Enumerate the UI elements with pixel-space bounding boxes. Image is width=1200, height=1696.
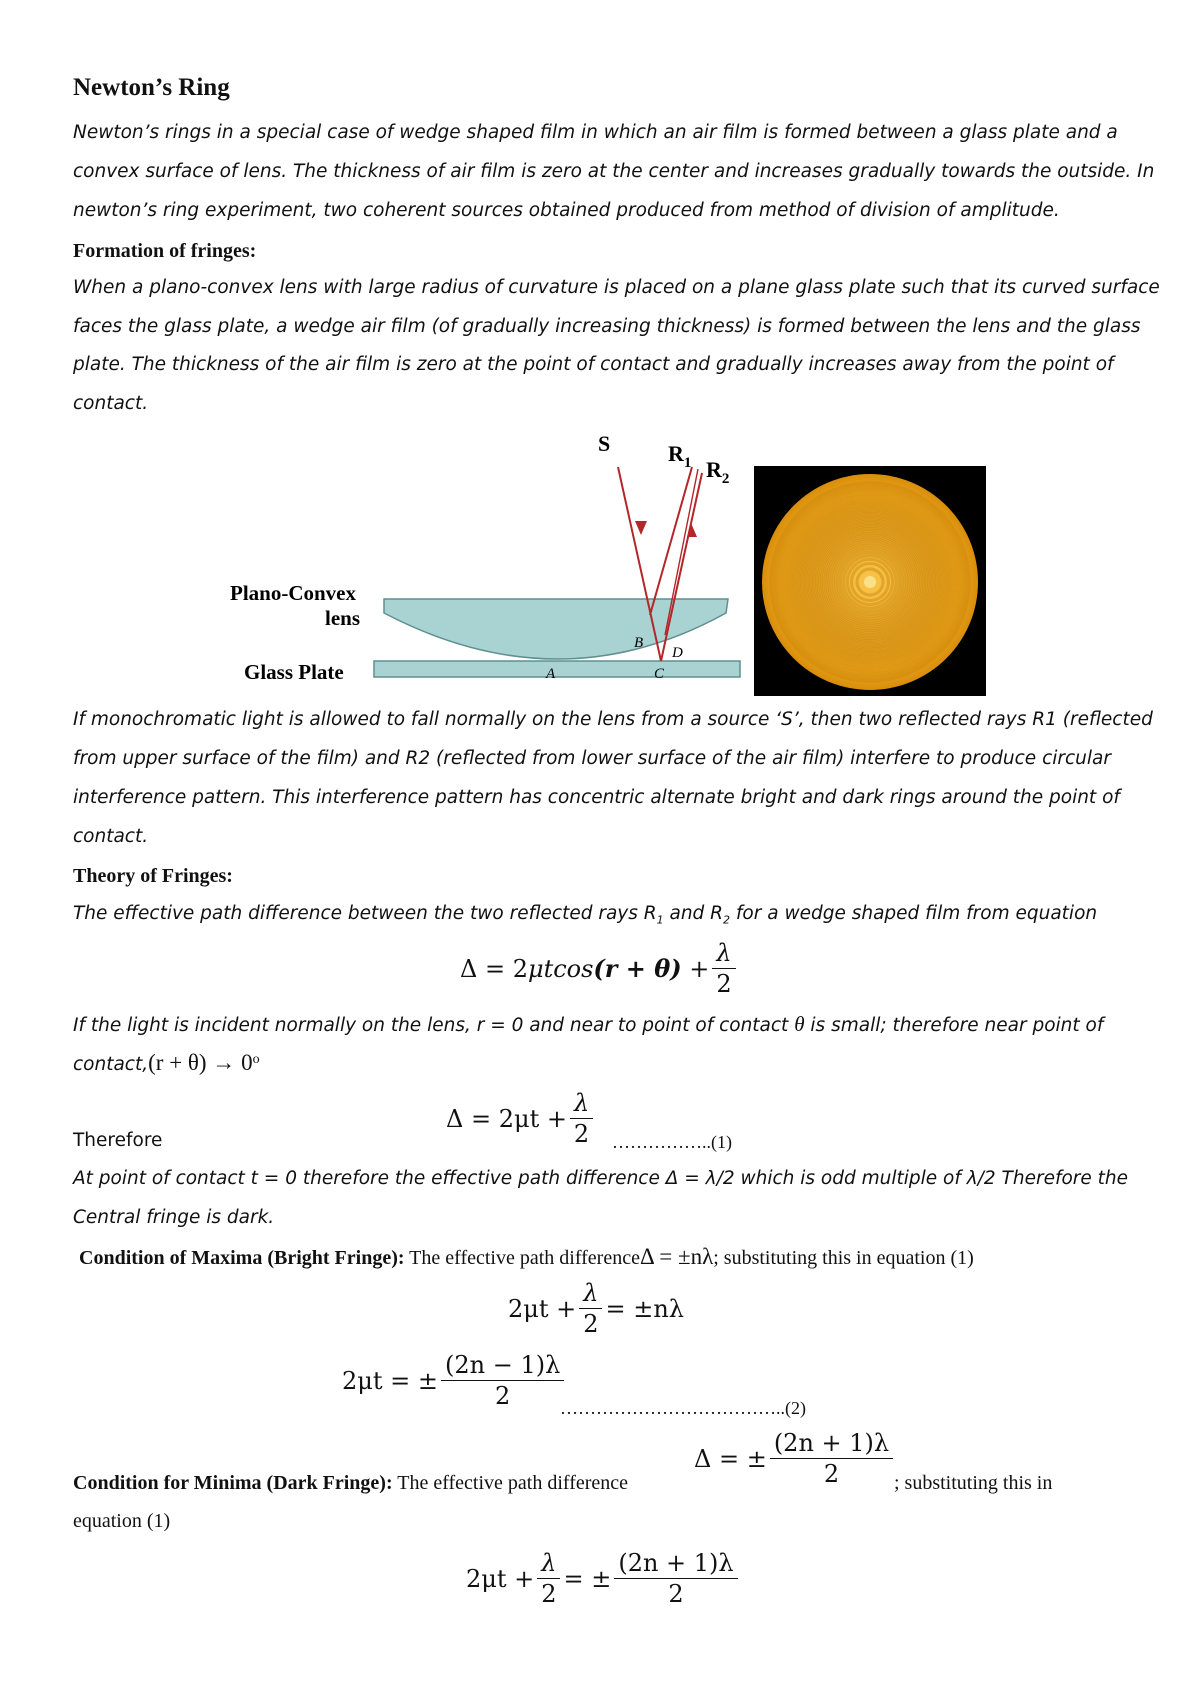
glass-plate (374, 661, 740, 677)
equation-1: Δ = 2μt + $\frac{\lambda}{2}$ (446, 1090, 596, 1148)
minima-line-tail: ; substituting this in (894, 1472, 1053, 1494)
page-title: Newton’s Ring (73, 74, 230, 101)
central-fringe-line-1: At point of contact t = 0 therefore the effective path difference Δ = λ/2 which is odd multiple of λ/2 Therefore the (73, 1168, 1129, 1189)
equation-path-difference: Δ = 2 μtcos (r + θ) + $\frac{\lambda}{2}$ (460, 940, 739, 998)
pattern-line-1: If monochromatic light is allowed to fall normally on the lens from a source ‘S’, then two reflected rays R1 (reflected (73, 709, 1153, 730)
minima-line-2: equation (1) (73, 1510, 171, 1532)
label-lens: lens (325, 606, 361, 630)
pattern-line-4: contact. (73, 826, 149, 847)
intro-line-1: Newton’s rings in a special case of wedge shaped film in which an air film is formed between a glass plate and a (73, 122, 1118, 143)
arrow-incident (635, 521, 647, 535)
point-c: C (654, 666, 665, 682)
label-r1: $R_1$ (668, 441, 692, 471)
pattern-line-2: from upper surface of the film) and R2 (reflected from lower surface of the air film) interfere to produce circular (73, 748, 1111, 769)
minima-path-difference: Δ = ± $\frac{(2n + 1)\lambda}{2}$ (694, 1430, 896, 1488)
maxima-line: Condition of Maxima (Bright Fringe): The effective path differenceΔ = ±nλ; substituting this in equation (1) (79, 1244, 974, 1269)
point-b: B (634, 635, 644, 651)
label-r2: $R_2$ (706, 457, 730, 487)
maxima-equation: 2μt + $\frac{\lambda}{2}$ = ±nλ (508, 1279, 684, 1339)
pattern-line-3: interference pattern. This interference pattern has concentric alternate bright and dark rings around the point of (73, 787, 1120, 808)
formation-line-2: faces the glass plate, a wedge air film (of gradually increasing thickness) is formed between the lens and the glass (73, 316, 1141, 337)
arrow-r2 (687, 523, 697, 537)
point-a: A (546, 666, 556, 682)
theory-line-1: The effective path difference between the two reflected rays $R_1$ and $R_2$ for a wedge shaped film from equation (73, 903, 1098, 927)
formation-line-1: When a plano-convex lens with large radius of curvature is placed on a plane glass plate such that its curved surface (73, 277, 1160, 298)
label-source-s: S (598, 431, 611, 456)
normal-incidence-line: If the light is incident normally on the lens, r = 0 and near to point of contact θ is small; therefore near point of (73, 1012, 1104, 1036)
equation-1-number: ……………..(1) (612, 1132, 732, 1152)
intro-line-3: newton’s ring experiment, two coherent sources obtained produced from method of division of amplitude. (73, 200, 1060, 221)
contact-line: contact,(r + $\theta) \to 0^o$ (73, 1050, 260, 1075)
central-fringe-line-2: Central fringe is dark. (73, 1207, 275, 1228)
formation-line-3: plate. The thickness of the air film is zero at the point of contact and gradually increases away from the point of (73, 354, 1114, 375)
minima-line: Condition for Minima (Dark Fringe): The effective path difference (73, 1472, 629, 1494)
formation-line-4: contact. (73, 393, 149, 414)
reflected-ray-r1 (650, 467, 692, 615)
equation-2: 2μt = ± $\frac{(2n - 1)\lambda}{2}$ (342, 1352, 567, 1410)
point-d: D (672, 645, 683, 661)
label-glass-plate: Glass Plate (244, 660, 344, 684)
newton-ring-setup-diagram (220, 425, 750, 685)
formation-heading: Formation of fringes: (73, 240, 257, 262)
theory-heading: Theory of Fringes: (73, 865, 233, 887)
therefore-label: Therefore (73, 1130, 163, 1151)
minima-equation: 2μt + $\frac{\lambda}{2}$ = ± $\frac{(2n + 1)\lambda}{2}$ (466, 1550, 741, 1608)
label-plano-convex: Plano-Convex (230, 581, 356, 605)
ring-pattern-image (754, 466, 986, 696)
intro-line-2: convex surface of lens. The thickness of air film is zero at the center and increases gradually towards the outside. In (73, 161, 1155, 182)
equation-2-number: ………………………………..(2) (560, 1398, 806, 1418)
